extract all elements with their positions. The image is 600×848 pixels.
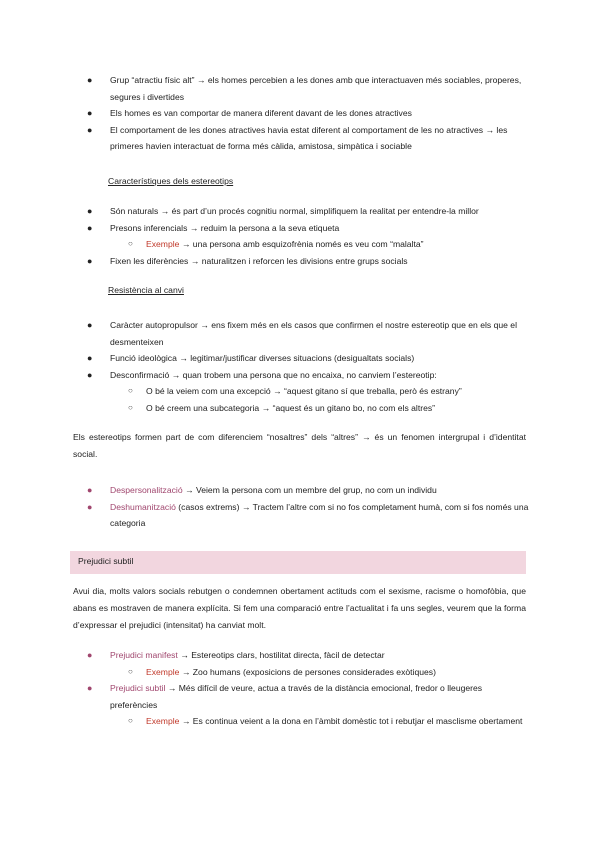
sub-list-item: ○ Exemple → Es continua veient a la dona en l’àmbit domèstic tot i rebutjar el masclisme obertament xyxy=(0,713,600,730)
sub-list-item: ○ O bé creem una subcategoria → “aquest és un gitano bo, no com els altres” xyxy=(0,400,600,417)
section-band-prejudici-subtil xyxy=(70,551,526,574)
paragraph-nosaltres: Els estereotips formen part de com diferenciem “nosaltres” dels “altres” → és un fenomen intergrupal i d’identitat social. xyxy=(73,432,526,459)
bullet-dot-icon: ● xyxy=(87,369,93,380)
paragraph-avui-dia: Avui dia, molts valors socials rebutgen o condemnen obertament actituds com el sexisme, racisme o homofòbia, que abans es mostraven de manera explícita. Si fem una comparació entre l’actualitat i fa uns segles, veurem que la forma d’expressar el prejudici (intensitat) ha canviat molt. xyxy=(73,586,526,630)
list-item: ● Prejudici manifest → Estereotips clars, hostilitat directa, fàcil de detectar xyxy=(0,647,600,664)
bullet-dot-icon: ● xyxy=(87,124,93,135)
list-item: ● Caràcter autopropulsor → ens fixem més en els casos que confirmen el nostre estereotip que en els que el desmenteixen xyxy=(0,317,600,350)
list-item: ● Els homes es van comportar de manera diferent davant de les dones atractives xyxy=(0,105,600,122)
list-item: ● Fixen les diferències → naturalitzen i reforcen les divisions entre grups socials xyxy=(0,253,600,270)
bullet-dot-icon: ● xyxy=(87,501,93,512)
prejudici-list xyxy=(0,647,600,730)
circle-bullet-icon: ○ xyxy=(128,386,133,395)
bullet-dot-icon: ● xyxy=(87,683,93,693)
bullet-dot-icon: ● xyxy=(87,353,93,363)
bullet-dot-icon: ● xyxy=(87,485,93,495)
circle-bullet-icon: ○ xyxy=(128,666,133,676)
bullet-dot-icon: ● xyxy=(87,320,93,330)
bullet-dot-icon: ● xyxy=(87,222,93,233)
list-item: ● Presons inferencials → reduim la persona a la seva etiqueta xyxy=(0,220,600,237)
list-item: ● Són naturals → és part d’un procés cognitiu normal, simplifiquem la realitat per entendre-la millor xyxy=(0,203,600,220)
sub-list-item: ○ Exemple → Zoo humans (exposicions de persones considerades exòtiques) xyxy=(0,664,600,681)
bullet-dot-icon: ● xyxy=(87,650,93,660)
deshumanitzacio-list xyxy=(0,482,600,532)
section-heading-resistencia: Resistència al canvi xyxy=(108,285,184,295)
section-heading-caracteristiques: Característiques dels estereotips xyxy=(108,176,234,186)
list-item: ● Prejudici subtil → Més difícil de veure, actua a través de la distància emocional, fredor o lleugeres preferències xyxy=(0,680,600,713)
list-item: ● Funció ideològica → legitimar/justificar diverses situacions (desigualtats socials) xyxy=(0,350,600,367)
bullet-dot-icon: ● xyxy=(87,108,93,118)
circle-bullet-icon: ○ xyxy=(128,239,133,248)
sub-list-item: ○ O bé la veiem com una excepció → “aquest gitano sí que treballa, però és estrany” xyxy=(0,383,600,400)
section-title: Prejudici subtil xyxy=(78,556,134,566)
bullet-dot-icon: ● xyxy=(87,255,93,266)
caracteristiques-list xyxy=(0,203,600,269)
intro-list xyxy=(0,72,600,155)
circle-bullet-icon: ○ xyxy=(128,716,133,725)
list-item: ● Deshumanització (casos extrems) → Tractem l’altre com si no fos completament humà, com si fos només una categoria xyxy=(0,499,600,532)
circle-bullet-icon: ○ xyxy=(128,402,133,412)
list-item: ● Despersonalització → Veiem la persona com un membre del grup, no com un individu xyxy=(0,482,600,499)
list-item: ● Grup “atractiu físic alt” → els homes percebien a les dones amb que interactuaven més sociables, properes, segures i divertides xyxy=(0,72,600,105)
list-item: ● Desconfirmació → quan trobem una persona que no encaixa, no canviem l’estereotip: xyxy=(0,367,600,384)
resistencia-list xyxy=(0,317,600,416)
bullet-dot-icon: ● xyxy=(87,206,93,216)
sub-list-item: ○ Exemple → una persona amb esquizofrènia només es veu com “malalta” xyxy=(0,236,600,253)
bullet-dot-icon: ● xyxy=(87,75,93,85)
list-item: ● El comportament de les dones atractives havia estat diferent al comportament de les no atractives → les primeres havien interactuat de forma més càlida, amistosa, simpàtica i sociable xyxy=(0,122,600,155)
